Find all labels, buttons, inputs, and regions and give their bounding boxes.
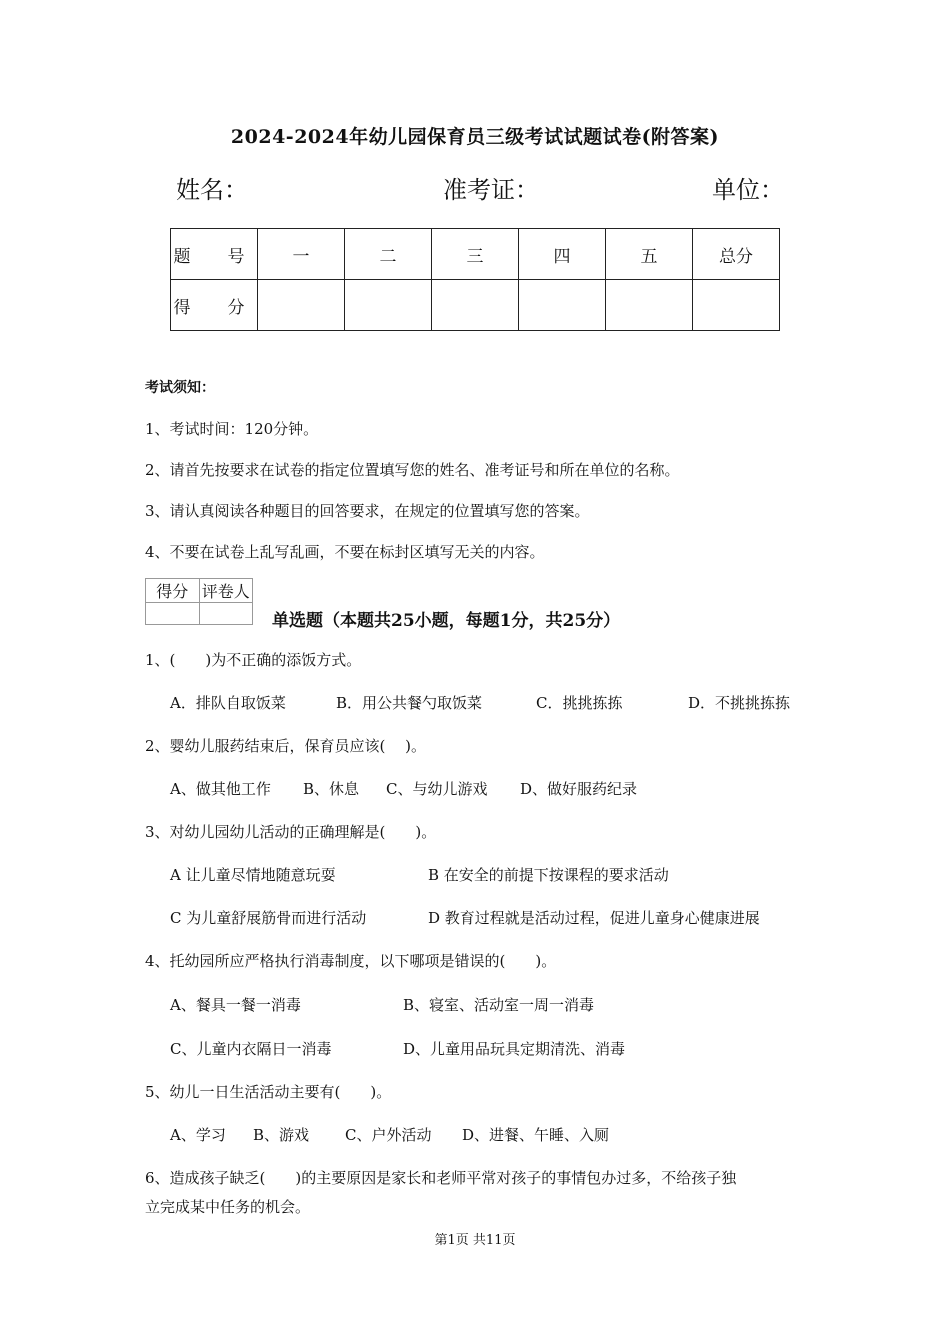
grader-score-cell[interactable]: [146, 603, 200, 625]
question-option: B、游戏: [253, 1126, 310, 1144]
question-text-continued: 立完成某中任务的机会。: [145, 1198, 311, 1216]
score-row-label: 得 分: [171, 280, 258, 331]
question-text: 1、( )为不正确的添饭方式。: [145, 651, 362, 669]
question-option: A．排队自取饭菜: [170, 694, 286, 712]
question-option: C、与幼儿游戏: [386, 780, 488, 798]
question-option: C．挑挑拣拣: [536, 694, 623, 712]
score-header-cell: 总分: [693, 229, 780, 280]
question-option: D、儿童用品玩具定期清洗、消毒: [403, 1040, 626, 1058]
question-option: C、户外活动: [345, 1126, 432, 1144]
question-option: B、寝室、活动室一周一消毒: [403, 996, 595, 1014]
grader-name-label: 评卷人: [199, 579, 253, 603]
score-header-cell: 五: [606, 229, 693, 280]
question-text: 5、幼儿一日生活活动主要有( )。: [145, 1083, 392, 1101]
question-option: D 教育过程就是活动过程，促进儿童身心健康进展: [428, 909, 760, 927]
score-header-cell: 一: [258, 229, 345, 280]
notice-item: 1、考试时间：120分钟。: [145, 420, 319, 438]
score-input-cell[interactable]: [519, 280, 606, 331]
question-option: D、进餐、午睡、入厕: [462, 1126, 610, 1144]
unit-field-label: 单位：: [712, 176, 784, 204]
score-header-cell: 四: [519, 229, 606, 280]
page-title: 2024-2024年幼儿园保育员三级考试试题试卷(附答案): [230, 126, 720, 148]
question-option: D、做好服药纪录: [520, 780, 638, 798]
exam-id-field-label: 准考证：: [443, 176, 539, 204]
score-input-cell[interactable]: [606, 280, 693, 331]
score-input-cell[interactable]: [432, 280, 519, 331]
section-title: 单选题（本题共25小题，每题1分，共25分）: [272, 611, 621, 631]
question-text: 4、托幼园所应严格执行消毒制度，以下哪项是错误的( )。: [145, 952, 557, 970]
question-text: 2、婴幼儿服药结束后，保育员应该( )。: [145, 737, 427, 755]
question-option: B 在安全的前提下按课程的要求活动: [428, 866, 669, 884]
score-header-cell: 三: [432, 229, 519, 280]
question-option: A、做其他工作: [170, 780, 271, 798]
question-option: D．不挑挑拣拣: [688, 694, 791, 712]
notice-item: 4、不要在试卷上乱写乱画，不要在标封区填写无关的内容。: [145, 543, 545, 561]
question-option: C 为儿童舒展筋骨而进行活动: [170, 909, 367, 927]
question-option: A、餐具一餐一消毒: [170, 996, 301, 1014]
page-footer: 第1页 共11页: [434, 1233, 516, 1248]
grader-box: [145, 578, 253, 625]
notice-title: 考试须知：: [145, 380, 215, 396]
score-input-cell[interactable]: [258, 280, 345, 331]
question-option: B．用公共餐勺取饭菜: [336, 694, 483, 712]
grader-score-label: 得分: [146, 579, 200, 603]
question-text: 3、对幼儿园幼儿活动的正确理解是( )。: [145, 823, 437, 841]
question-option: A 让儿童尽情地随意玩耍: [170, 866, 336, 884]
grader-name-cell[interactable]: [199, 603, 253, 625]
question-option: A、学习: [170, 1126, 226, 1144]
name-field-label: 姓名：: [176, 176, 248, 204]
score-table-header-row: [171, 229, 780, 280]
question-text: 6、造成孩子缺乏( )的主要原因是家长和老师平常对孩子的事情包办过多，不给孩子独: [145, 1169, 737, 1187]
question-option: B、休息: [303, 780, 360, 798]
notice-item: 2、请首先按要求在试卷的指定位置填写您的姓名、准考证号和所在单位的名称。: [145, 461, 680, 479]
score-header-cell: 二: [345, 229, 432, 280]
question-option: C、儿童内衣隔日一消毒: [170, 1040, 332, 1058]
score-input-cell[interactable]: [345, 280, 432, 331]
notice-item: 3、请认真阅读各种题目的回答要求，在规定的位置填写您的答案。: [145, 502, 590, 520]
score-table: [170, 228, 780, 331]
score-header-cell: 题 号: [171, 229, 258, 280]
score-input-cell[interactable]: [693, 280, 780, 331]
score-table-score-row: [171, 280, 780, 331]
